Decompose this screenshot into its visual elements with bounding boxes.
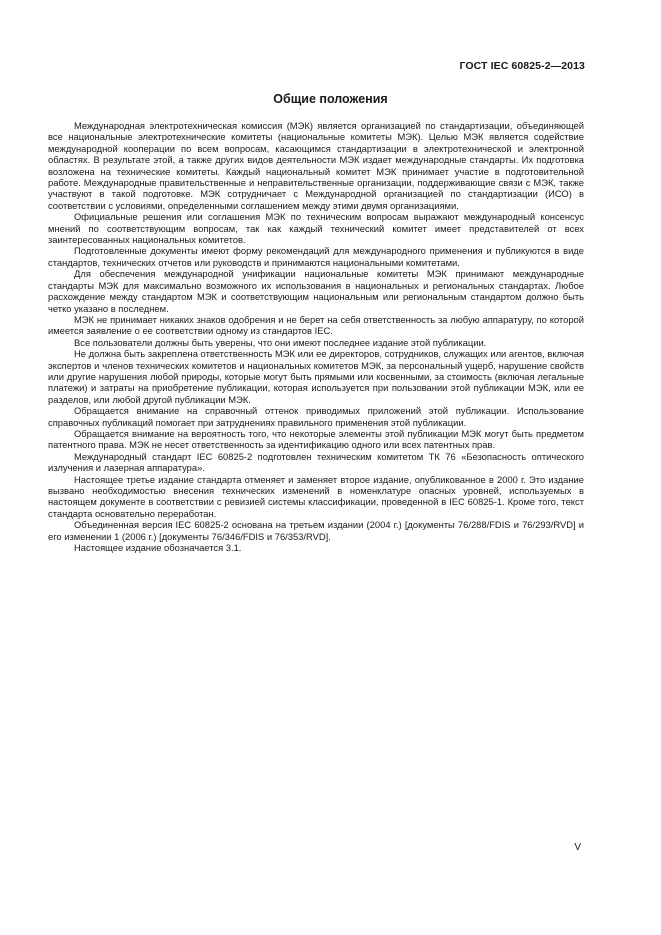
paragraph: Все пользователи должны быть уверены, что они имеют последнее издание этой публикации. bbox=[74, 336, 487, 348]
paragraph: Для обеспечения международной унификации национальные комитеты МЭК принимают международные стандарты МЭК для максимально возможного их использования в национальных и региональных стандартах. Любое расхождение между стандартом МЭК и соответствующим национальным или региональным стандартом должно быть четко указано в последнем. bbox=[48, 268, 584, 314]
paragraph: Подготовленные документы имеют форму рекомендаций для международного применения и публикуются в виде стандартов, технических отчетов или руководств и принимаются национальными комитетами. bbox=[48, 245, 584, 268]
paragraph: Настоящее издание обозначается 3.1. bbox=[74, 542, 242, 554]
paragraph: Настоящее третье издание стандарта отменяет и заменяет второе издание, опубликованное в 2000 г. Это издание вызвано необходимостью внесения технических изменений в номенклатуре опасных уровней, используемых в настоящем документе в соответствии с ревизией системы классификации, проведенной в IEC 60825-1. Кроме того, текст стандарта основательно переработан. bbox=[48, 473, 584, 519]
page-number: V bbox=[574, 842, 581, 853]
paragraph: Международная электротехническая комиссия (МЭК) является организацией по стандартизации, объединяющей все национальные электротехнические комитеты (национальные комитеты МЭК). Целью МЭК является содействие международной кооперации по всем вопросам, касающимся стандартизации в электротехнической и электронной областях. В результате этой, а также других видов деятельности МЭК издает международные стандарты. Их подготовка возложена на технические комитеты. Каждый национальный комитет МЭК принимает участие в подготовительной работе. Международные правительственные и неправительственные организации, поддерживающие связи с МЭК, также участвуют в такой подготовке. МЭК сотрудничает с Международной организацией по стандартизации (ИСО) в соответствии с условиями, определенными соглашением между этими двумя организациями. bbox=[48, 120, 584, 211]
paragraph: Объединенная версия IEC 60825-2 основана на третьем издании (2004 г.) [документы 76/288/FDIS и 76/293/RVD] и его изменении 1 (2006 г.) [документы 76/346/FDIS и 76/353/RVD]. bbox=[48, 519, 584, 542]
paragraph: Официальные решения или соглашения МЭК по техническим вопросам выражают международный консенсус мнений по соответствующим вопросам, так как каждый технический комитет имеет представителей от всех заинтересованных национальных комитетов. bbox=[48, 211, 584, 246]
section-title: Общие положения bbox=[273, 92, 388, 106]
paragraph: Обращается внимание на вероятность того, что некоторые элементы этой публикации МЭК могут быть предметом патентного права. МЭК не несет ответственность за идентификацию одного или всех патентных прав. bbox=[48, 427, 584, 451]
paragraph: Обращается внимание на справочный оттенок приводимых приложений этой публикации. Использование справочных публикаций помогает при затруднениях правильного применения этой публикации. bbox=[48, 405, 584, 428]
paragraph: МЭК не принимает никаких знаков одобрения и не берет на себя ответственность за любую аппаратуру, по которой имеется заявление о ее соответствии одному из стандартов IEC. bbox=[48, 313, 584, 337]
body-text bbox=[48, 120, 584, 553]
paragraph: Не должна быть закреплена ответственность МЭК или ее директоров, сотрудников, служащих или агентов, включая экспертов и членов технических комитетов и национальных комитетов МЭК, за персональный ущерб, нарушение свойств или другие нарушения любой природы, которые могут быть прямыми или косвенными, за стоимость (включая легальные платежи) и затраты на приобретение публикации, которая используется при пользовании этой публикации МЭК, или ее разделов, или любой другой публикации МЭК. bbox=[48, 348, 584, 405]
paragraph: Международный стандарт IEC 60825-2 подготовлен техническим комитетом ТК 76 «Безопасность оптического излучения и лазерная аппаратура». bbox=[48, 450, 584, 474]
standard-code: ГОСТ IEC 60825-2—2013 bbox=[459, 60, 585, 72]
